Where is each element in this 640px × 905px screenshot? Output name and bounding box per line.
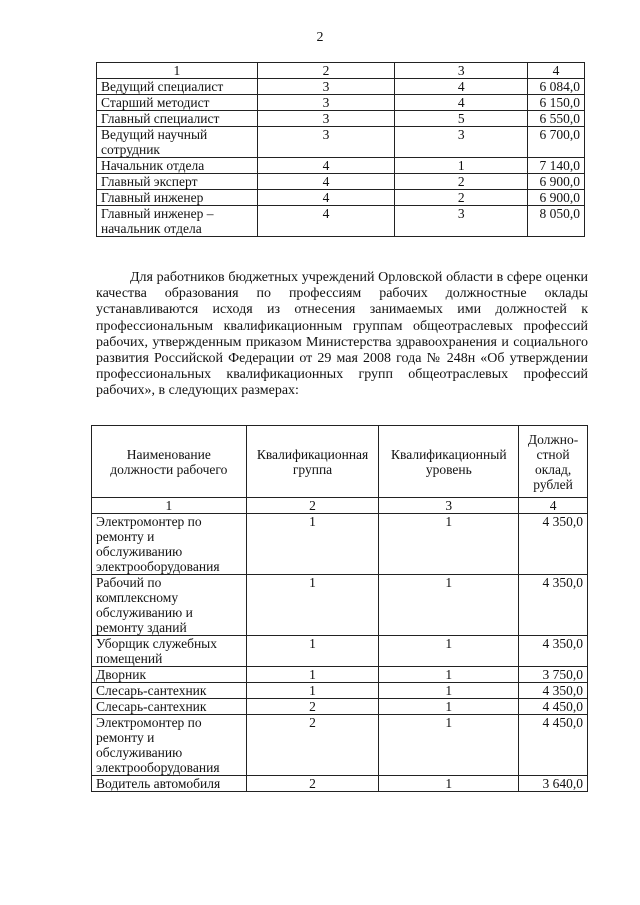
salary-value: 4 450,0 — [519, 715, 588, 776]
position-name: Электромонтер по ремонту и обслуживанию электрооборудования — [92, 715, 247, 776]
header-position-name: Наименование должности рабочего — [92, 426, 247, 498]
column-number: 1 — [92, 498, 247, 514]
qualification-group: 1 — [246, 514, 379, 575]
salary-value: 4 350,0 — [519, 636, 588, 667]
position-name: Главный эксперт — [97, 174, 258, 190]
salary-value: 6 700,0 — [528, 127, 585, 158]
salary-value: 6 900,0 — [528, 190, 585, 206]
column-number: 3 — [379, 498, 519, 514]
salary-value: 3 640,0 — [519, 776, 588, 792]
header-row — [92, 426, 588, 498]
qualification-group: 4 — [257, 158, 395, 174]
qualification-group: 4 — [257, 206, 395, 237]
column-number-row — [92, 498, 588, 514]
header-salary: Должно-стной оклад, рублей — [519, 426, 588, 498]
qualification-group: 2 — [246, 776, 379, 792]
qualification-level: 3 — [395, 127, 528, 158]
column-number: 2 — [246, 498, 379, 514]
qualification-level: 1 — [379, 683, 519, 699]
table-row — [97, 79, 585, 95]
header-qualification-group: Квалификационная группа — [246, 426, 379, 498]
position-name: Дворник — [92, 667, 247, 683]
position-name: Уборщик служебных помещений — [92, 636, 247, 667]
table-row — [92, 636, 588, 667]
salary-value: 4 350,0 — [519, 683, 588, 699]
column-number: 2 — [257, 63, 395, 79]
qualification-group: 3 — [257, 95, 395, 111]
position-name: Электромонтер по ремонту и обслуживанию электрооборудования — [92, 514, 247, 575]
salary-value: 4 450,0 — [519, 699, 588, 715]
qualification-level: 2 — [395, 190, 528, 206]
qualification-level: 1 — [379, 667, 519, 683]
table-row — [92, 575, 588, 636]
position-name: Ведущий специалист — [97, 79, 258, 95]
position-name: Главный инженер — [97, 190, 258, 206]
qualification-group: 3 — [257, 111, 395, 127]
qualification-level: 4 — [395, 95, 528, 111]
qualification-level: 2 — [395, 174, 528, 190]
qualification-group: 1 — [246, 683, 379, 699]
position-name: Главный специалист — [97, 111, 258, 127]
column-number: 4 — [519, 498, 588, 514]
qualification-group: 4 — [257, 190, 395, 206]
position-name: Ведущий научный сотрудник — [97, 127, 258, 158]
qualification-level: 1 — [379, 715, 519, 776]
qualification-level: 1 — [379, 636, 519, 667]
table-row — [92, 683, 588, 699]
salary-table-specialists — [96, 62, 585, 237]
qualification-level: 1 — [379, 514, 519, 575]
qualification-group: 4 — [257, 174, 395, 190]
table-row — [92, 699, 588, 715]
qualification-group: 3 — [257, 127, 395, 158]
salary-value: 4 350,0 — [519, 514, 588, 575]
table-row — [97, 111, 585, 127]
qualification-group: 1 — [246, 667, 379, 683]
body-paragraph — [96, 270, 588, 400]
qualification-group: 3 — [257, 79, 395, 95]
header-qualification-level: Квалификационный уровень — [379, 426, 519, 498]
table-row — [92, 715, 588, 776]
table-row — [97, 206, 585, 237]
salary-value: 6 550,0 — [528, 111, 585, 127]
qualification-level: 1 — [379, 575, 519, 636]
column-number: 4 — [528, 63, 585, 79]
qualification-level: 4 — [395, 79, 528, 95]
table-row — [92, 514, 588, 575]
table-row — [97, 190, 585, 206]
table-row — [97, 158, 585, 174]
position-name: Главный инженер – начальник отдела — [97, 206, 258, 237]
qualification-level: 1 — [379, 776, 519, 792]
salary-table-workers — [91, 425, 588, 792]
column-number: 3 — [395, 63, 528, 79]
qualification-level: 5 — [395, 111, 528, 127]
table-row — [97, 174, 585, 190]
qualification-group: 1 — [246, 636, 379, 667]
salary-value: 7 140,0 — [528, 158, 585, 174]
qualification-group: 1 — [246, 575, 379, 636]
position-name: Рабочий по комплексному обслуживанию и ремонту зданий — [92, 575, 247, 636]
qualification-group: 2 — [246, 699, 379, 715]
salary-value: 8 050,0 — [528, 206, 585, 237]
table-row — [92, 776, 588, 792]
column-number-row — [97, 63, 585, 79]
position-name: Слесарь-сантехник — [92, 699, 247, 715]
position-name: Водитель автомобиля — [92, 776, 247, 792]
position-name: Старший методист — [97, 95, 258, 111]
position-name: Начальник отдела — [97, 158, 258, 174]
position-name: Слесарь-сантехник — [92, 683, 247, 699]
column-number: 1 — [97, 63, 258, 79]
table-row — [97, 95, 585, 111]
qualification-level: 1 — [395, 158, 528, 174]
salary-value: 3 750,0 — [519, 667, 588, 683]
salary-value: 6 150,0 — [528, 95, 585, 111]
salary-value: 6 900,0 — [528, 174, 585, 190]
qualification-level: 3 — [395, 206, 528, 237]
table-row — [92, 667, 588, 683]
salary-value: 4 350,0 — [519, 575, 588, 636]
qualification-group: 2 — [246, 715, 379, 776]
table-row — [97, 127, 585, 158]
page-number: 2 — [316, 30, 324, 45]
salary-value: 6 084,0 — [528, 79, 585, 95]
paragraph-text: Для работников бюджетных учреждений Орловской области в сфере оценки качества образования по профессиям рабочих должностные оклады устанавливаются исходя из отнесения занимаемых ими должностей к профессиональным квалификационным группам общеотраслевых профессий рабочих, утвержденным приказом Министерства здравоохранения и социального развития Российской Федерации от 29 мая 2008 года № 248н «Об утверждении профессиональных квалификационных групп общеотраслевых профессий рабочих», в следующих размерах: — [96, 270, 588, 399]
qualification-level: 1 — [379, 699, 519, 715]
